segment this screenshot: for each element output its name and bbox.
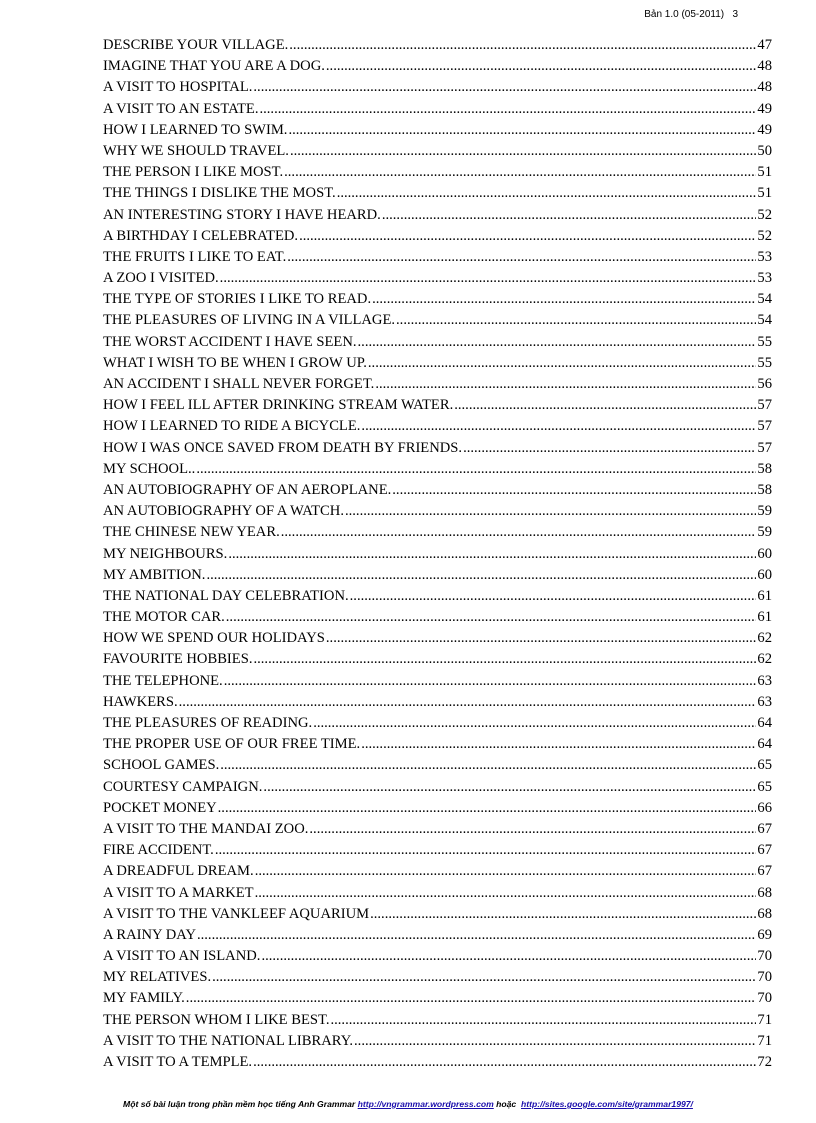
toc-entry[interactable]	[103, 205, 772, 226]
toc-entry-title: A RAINY DAY	[103, 926, 196, 943]
toc-entry-title: FIRE ACCIDENT.	[103, 842, 214, 859]
toc-entry[interactable]	[103, 416, 772, 437]
toc-entry-page-number: 67	[757, 842, 772, 859]
toc-dot-leader	[255, 861, 757, 882]
toc-entry-title: A VISIT TO A MARKET	[103, 884, 254, 901]
toc-entry-page-number: 57	[757, 397, 772, 414]
toc-entry-page-number: 68	[757, 905, 772, 922]
toc-entry-title: FAVOURITE HOBBIES.	[103, 651, 253, 668]
toc-entry-title: AN AUTOBIOGRAPHY OF AN AEROPLANE.	[103, 481, 392, 498]
toc-entry-title: A DREADFUL DREAM.	[103, 863, 254, 880]
toc-entry[interactable]	[103, 946, 772, 967]
toc-entry[interactable]	[103, 883, 772, 904]
toc-entry[interactable]	[103, 988, 772, 1009]
toc-entry[interactable]	[103, 628, 772, 649]
toc-dot-leader	[215, 840, 757, 861]
toc-entry[interactable]	[103, 374, 772, 395]
toc-entry-page-number: 55	[757, 333, 772, 350]
toc-entry-title: HOW I WAS ONCE SAVED FROM DEATH BY FRIENDS.	[103, 439, 463, 456]
toc-entry[interactable]	[103, 586, 772, 607]
toc-entry-title: IMAGINE THAT YOU ARE A DOG.	[103, 58, 325, 75]
toc-dot-leader	[179, 692, 757, 713]
toc-dot-leader	[226, 607, 757, 628]
toc-entry-page-number: 53	[757, 248, 772, 265]
toc-dot-leader	[330, 1010, 756, 1031]
toc-entry-page-number: 70	[757, 990, 772, 1007]
toc-entry-title: MY AMBITION.	[103, 566, 206, 583]
toc-entry-title: THE CHINESE NEW YEAR.	[103, 524, 280, 541]
toc-entry[interactable]	[103, 459, 772, 480]
toc-dot-leader	[290, 141, 756, 162]
toc-dot-leader	[289, 35, 756, 56]
toc-entry[interactable]	[103, 522, 772, 543]
toc-dot-leader	[326, 628, 757, 649]
toc-dot-leader	[372, 289, 756, 310]
toc-entry-page-number: 66	[757, 799, 772, 816]
toc-dot-leader	[463, 438, 756, 459]
toc-dot-leader	[368, 353, 757, 374]
toc-dot-leader	[196, 459, 756, 480]
toc-entry-title: MY SCHOOL..	[103, 460, 196, 477]
toc-dot-leader	[259, 99, 756, 120]
page-header	[644, 9, 738, 20]
toc-entry-title: MY NEIGHBOURS.	[103, 545, 228, 562]
toc-entry-title: A VISIT TO HOSPITAL.	[103, 79, 253, 96]
toc-entry-title: A BIRTHDAY I CELEBRATED.	[103, 227, 299, 244]
toc-entry-page-number: 60	[757, 566, 772, 583]
toc-dot-leader	[197, 925, 756, 946]
toc-dot-leader	[345, 501, 756, 522]
page-footer	[0, 1099, 816, 1109]
toc-entry[interactable]	[103, 861, 772, 882]
page-number: 3	[732, 9, 738, 20]
toc-entry[interactable]	[103, 438, 772, 459]
toc-entry-page-number: 60	[757, 545, 772, 562]
footer-separator: hoặc	[496, 1099, 517, 1109]
toc-dot-leader	[220, 755, 756, 776]
toc-entry[interactable]	[103, 120, 772, 141]
toc-entry[interactable]	[103, 77, 772, 98]
toc-entry-page-number: 54	[757, 312, 772, 329]
toc-dot-leader	[392, 480, 756, 501]
toc-entry-title: THE FRUITS I LIKE TO EAT.	[103, 248, 287, 265]
footer-text: Một số bài luận trong phần mềm học tiếng Anh Grammar	[123, 1099, 356, 1109]
toc-entry[interactable]	[103, 1052, 772, 1073]
toc-dot-leader	[299, 226, 756, 247]
toc-dot-leader	[220, 268, 757, 289]
toc-entry-page-number: 58	[757, 481, 772, 498]
toc-entry-page-number: 65	[757, 757, 772, 774]
toc-dot-leader	[218, 798, 757, 819]
toc-entry-page-number: 70	[757, 948, 772, 965]
toc-entry-title: HOW I LEARNED TO SWIM.	[103, 121, 288, 138]
toc-entry-page-number: 57	[757, 439, 772, 456]
toc-entry-title: HOW I FEEL ILL AFTER DRINKING STREAM WATER.	[103, 397, 454, 414]
toc-dot-leader	[288, 120, 756, 141]
toc-entry-page-number: 63	[757, 693, 772, 710]
toc-dot-leader	[186, 988, 757, 1009]
toc-entry-page-number: 51	[757, 164, 772, 181]
toc-dot-leader	[313, 713, 756, 734]
toc-entry-title: MY RELATIVES.	[103, 969, 212, 986]
toc-entry[interactable]	[103, 1031, 772, 1052]
toc-entry[interactable]	[103, 671, 772, 692]
toc-dot-leader	[206, 565, 756, 586]
toc-dot-leader	[350, 586, 757, 607]
toc-dot-leader	[375, 374, 756, 395]
toc-entry-page-number: 53	[757, 270, 772, 287]
toc-dot-leader	[337, 183, 757, 204]
toc-entry-page-number: 62	[757, 651, 772, 668]
toc-entry[interactable]	[103, 226, 772, 247]
toc-entry-title: THE PERSON WHOM I LIKE BEST.	[103, 1011, 330, 1028]
toc-entry-page-number: 50	[757, 142, 772, 159]
toc-entry-title: A VISIT TO AN ESTATE.	[103, 100, 259, 117]
toc-entry-title: A ZOO I VISITED.	[103, 270, 219, 287]
toc-entry-page-number: 62	[757, 630, 772, 647]
toc-entry-page-number: 52	[757, 227, 772, 244]
toc-dot-leader	[253, 649, 756, 670]
toc-entry-page-number: 55	[757, 354, 772, 371]
footer-link-google-sites[interactable]: http://sites.google.com/site/grammar1997/	[521, 1099, 693, 1109]
toc-entry-title: THE THINGS I DISLIKE THE MOST.	[103, 185, 336, 202]
toc-dot-leader	[255, 883, 757, 904]
toc-entry-page-number: 65	[757, 778, 772, 795]
toc-entry[interactable]	[103, 713, 772, 734]
toc-entry[interactable]	[103, 141, 772, 162]
toc-dot-leader	[361, 416, 756, 437]
toc-entry[interactable]	[103, 247, 772, 268]
toc-dot-leader	[253, 77, 756, 98]
toc-dot-leader	[326, 56, 757, 77]
toc-entry[interactable]	[103, 925, 772, 946]
table-of-contents	[103, 35, 772, 1073]
toc-entry-page-number: 68	[757, 884, 772, 901]
toc-entry-title: AN AUTOBIOGRAPHY OF A WATCH.	[103, 503, 344, 520]
toc-dot-leader	[358, 332, 757, 353]
toc-entry[interactable]	[103, 565, 772, 586]
toc-entry-page-number: 64	[757, 736, 772, 753]
toc-entry[interactable]	[103, 649, 772, 670]
toc-entry-page-number: 64	[757, 715, 772, 731]
toc-entry-page-number: 61	[757, 609, 772, 626]
toc-entry-title: HAWKERS.	[103, 693, 178, 710]
toc-entry[interactable]	[103, 607, 772, 628]
toc-entry-page-number: 72	[757, 1054, 772, 1070]
toc-entry-page-number: 61	[757, 587, 772, 604]
toc-entry-page-number: 69	[757, 926, 772, 943]
toc-entry-page-number: 47	[757, 37, 772, 53]
version-label: Bản 1.0 (05-2011)	[644, 9, 725, 20]
toc-entry-title: POCKET MONEY	[103, 799, 217, 816]
toc-entry-page-number: 48	[757, 79, 772, 96]
toc-entry-title: HOW I LEARNED TO RIDE A BICYCLE.	[103, 418, 361, 435]
toc-entry-title: THE TYPE OF STORIES I LIKE TO READ.	[103, 291, 372, 308]
toc-entry[interactable]	[103, 734, 772, 755]
toc-entry-page-number: 70	[757, 969, 772, 986]
toc-entry[interactable]	[103, 798, 772, 819]
toc-entry[interactable]	[103, 819, 772, 840]
toc-entry[interactable]	[103, 777, 772, 798]
toc-entry[interactable]	[103, 162, 772, 183]
toc-entry-title: THE PLEASURES OF READING.	[103, 715, 313, 731]
toc-entry-title: WHAT I WISH TO BE WHEN I GROW UP.	[103, 354, 367, 371]
toc-entry-title: COURTESY CAMPAIGN.	[103, 778, 263, 795]
toc-entry-title: A VISIT TO THE MANDAI ZOO.	[103, 820, 309, 837]
toc-entry-page-number: 52	[757, 206, 772, 223]
toc-entry[interactable]	[103, 967, 772, 988]
toc-dot-leader	[287, 247, 756, 268]
toc-dot-leader	[370, 904, 756, 925]
toc-entry-page-number: 57	[757, 418, 772, 435]
toc-entry-title: HOW WE SPEND OUR HOLIDAYS	[103, 630, 325, 647]
toc-entry-title: THE TELEPHONE.	[103, 672, 223, 689]
toc-dot-leader	[212, 967, 756, 988]
toc-entry[interactable]	[103, 99, 772, 120]
toc-dot-leader	[281, 522, 757, 543]
toc-entry-title: THE MOTOR CAR.	[103, 609, 225, 626]
toc-entry-title: MY FAMILY.	[103, 990, 185, 1007]
toc-entry-page-number: 59	[757, 503, 772, 520]
toc-entry-page-number: 63	[757, 672, 772, 689]
toc-dot-leader	[253, 1052, 756, 1073]
toc-entry[interactable]	[103, 332, 772, 353]
toc-entry-title: A VISIT TO THE VANKLEEF AQUARIUM	[103, 905, 370, 922]
toc-entry[interactable]	[103, 289, 772, 310]
toc-dot-leader	[309, 819, 756, 840]
toc-entry[interactable]	[103, 353, 772, 374]
toc-dot-leader	[361, 734, 756, 755]
toc-entry[interactable]	[103, 692, 772, 713]
toc-entry[interactable]	[103, 904, 772, 925]
toc-dot-leader	[284, 162, 756, 183]
toc-dot-leader	[382, 205, 757, 226]
toc-entry-page-number: 67	[757, 863, 772, 880]
toc-dot-leader	[228, 544, 756, 565]
toc-entry[interactable]	[103, 56, 772, 77]
toc-entry-title: THE PROPER USE OF OUR FREE TIME.	[103, 736, 361, 753]
toc-entry[interactable]	[103, 35, 772, 56]
toc-entry-title: THE WORST ACCIDENT I HAVE SEEN.	[103, 333, 357, 350]
toc-entry[interactable]	[103, 755, 772, 776]
toc-dot-leader	[454, 395, 756, 416]
toc-entry-title: THE PLEASURES OF LIVING IN A VILLAGE.	[103, 312, 396, 329]
toc-entry-title: A VISIT TO A TEMPLE.	[103, 1054, 253, 1070]
toc-entry-page-number: 49	[757, 121, 772, 138]
toc-entry[interactable]	[103, 480, 772, 501]
toc-entry-title: A VISIT TO AN ISLAND.	[103, 948, 261, 965]
toc-entry-title: WHY WE SHOULD TRAVEL.	[103, 142, 289, 159]
toc-entry-title: A VISIT TO THE NATIONAL LIBRARY.	[103, 1032, 354, 1049]
toc-entry-title: SCHOOL GAMES.	[103, 757, 220, 774]
toc-entry-page-number: 54	[757, 291, 772, 308]
toc-entry-page-number: 59	[757, 524, 772, 541]
toc-entry-page-number: 71	[757, 1011, 772, 1028]
toc-entry-page-number: 48	[757, 58, 772, 75]
footer-link-wordpress[interactable]: http://vngrammar.wordpress.com	[357, 1099, 494, 1109]
toc-dot-leader	[224, 671, 757, 692]
toc-entry-title: THE NATIONAL DAY CELEBRATION.	[103, 587, 349, 604]
toc-dot-leader	[261, 946, 756, 967]
toc-entry-page-number: 51	[757, 185, 772, 202]
toc-entry-title: AN ACCIDENT I SHALL NEVER FORGET.	[103, 376, 375, 392]
toc-entry-title: DESCRIBE YOUR VILLAGE.	[103, 37, 289, 53]
toc-entry[interactable]	[103, 501, 772, 522]
toc-entry-page-number: 71	[757, 1032, 772, 1049]
toc-entry-page-number: 58	[757, 460, 772, 477]
toc-entry[interactable]	[103, 395, 772, 416]
toc-entry[interactable]	[103, 1010, 772, 1031]
toc-dot-leader	[263, 777, 756, 798]
toc-entry-page-number: 67	[757, 820, 772, 837]
toc-entry-title: THE PERSON I LIKE MOST.	[103, 164, 284, 181]
toc-entry-title: AN INTERESTING STORY I HAVE HEARD.	[103, 206, 381, 223]
toc-entry[interactable]	[103, 544, 772, 565]
toc-dot-leader	[354, 1031, 756, 1052]
toc-entry-page-number: 49	[757, 100, 772, 117]
toc-entry[interactable]	[103, 310, 772, 331]
toc-entry[interactable]	[103, 840, 772, 861]
toc-entry-page-number: 56	[757, 376, 772, 392]
toc-entry[interactable]	[103, 183, 772, 204]
toc-dot-leader	[396, 310, 756, 331]
toc-entry[interactable]	[103, 268, 772, 289]
